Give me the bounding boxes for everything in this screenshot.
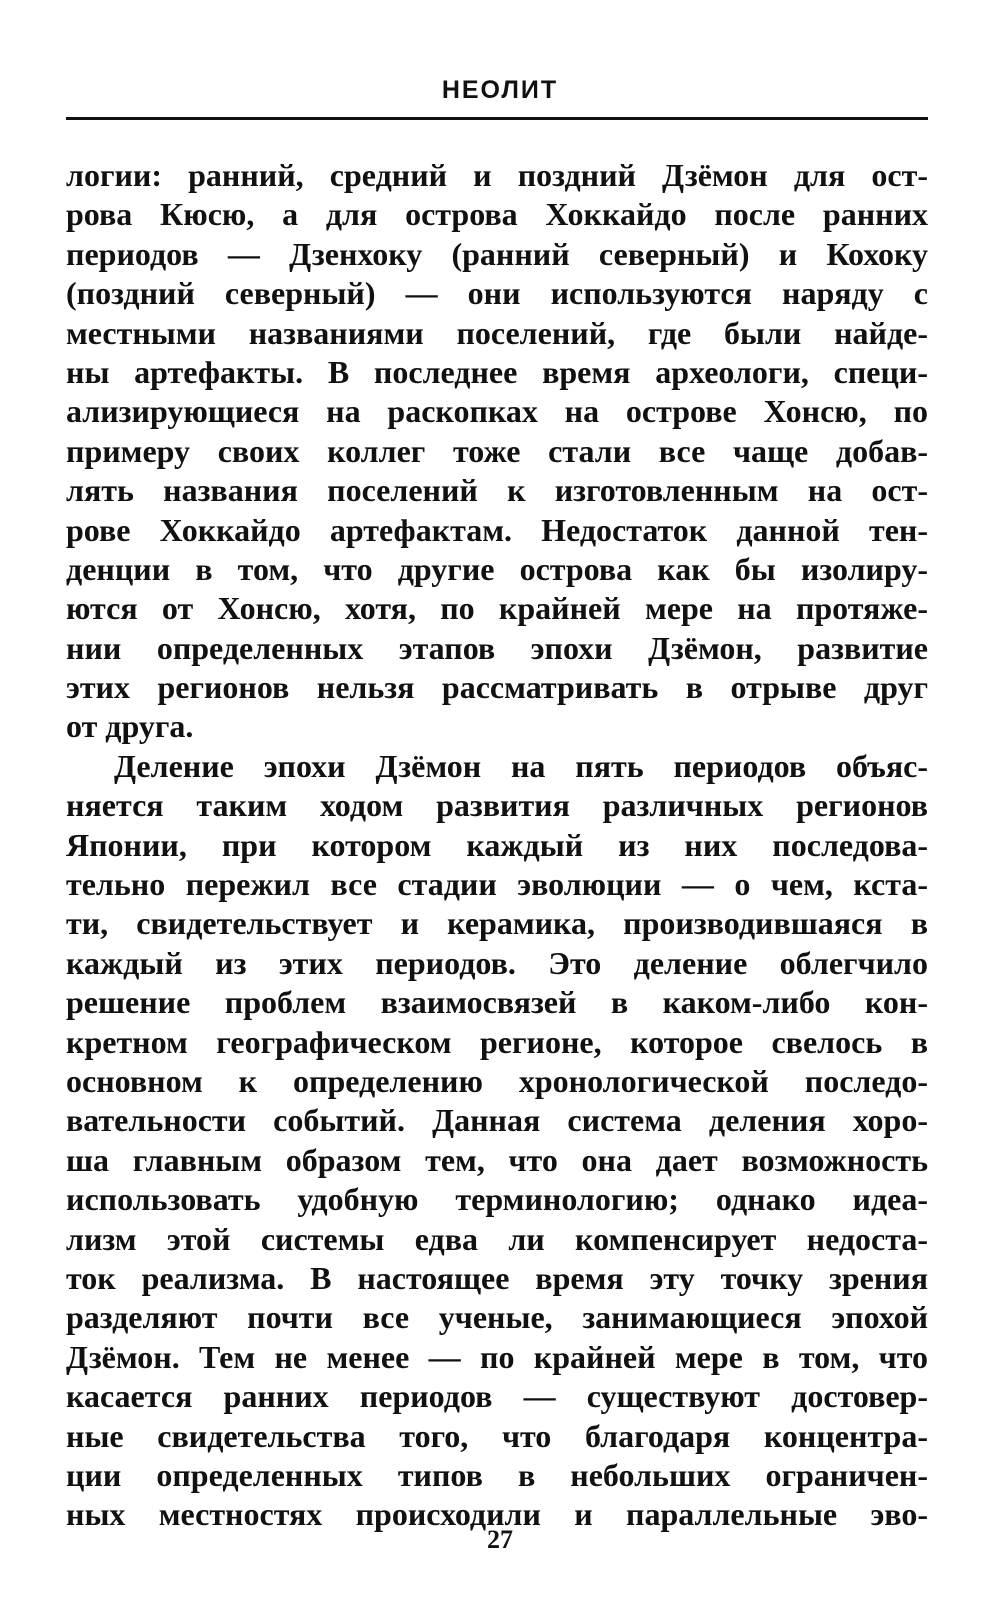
- text-line: няется таким ходом развития различных регионов: [66, 787, 928, 824]
- text-line: ются от Хонсю, хотя, по крайней мере на протяже-: [66, 590, 928, 627]
- text-line: от друга.: [66, 708, 194, 745]
- text-line: (поздний северный) — они используются наряду с: [66, 275, 928, 312]
- text-line: кретном географическом регионе, которое свелось в: [66, 1023, 928, 1060]
- paragraph: [66, 747, 928, 1535]
- text-line: тельно пережил все стадии эволюции — о чем, кста-: [66, 866, 928, 903]
- text-line: основном к определению хронологической последо-: [66, 1062, 928, 1099]
- text-line: рова Кюсю, а для острова Хоккайдо после ранних: [66, 196, 928, 233]
- text-line: ток реализма. В настоящее время эту точку зрения: [66, 1259, 928, 1296]
- text-line: примеру своих коллег тоже стали все чаще добав-: [66, 432, 928, 469]
- page-number: 27: [487, 1525, 513, 1554]
- body-text: [66, 156, 928, 1535]
- text-line: логии: ранний, средний и поздний Дзёмон для ост-: [66, 157, 928, 193]
- text-line: решение проблем взаимосвязей в каком-либо кон-: [66, 984, 928, 1021]
- text-line: денции в том, что другие острова как бы изолиру-: [66, 550, 928, 587]
- running-head: НЕОЛИТ: [441, 76, 559, 104]
- text-line: касается ранних периодов — существуют достовер-: [66, 1378, 928, 1415]
- text-line: местными названиями поселений, где были найде-: [66, 314, 928, 351]
- text-line: этих регионов нельзя рассматривать в отрыве друг: [66, 669, 928, 706]
- text-line: Дзёмон. Тем не менее — по крайней мере в том, что: [66, 1338, 928, 1375]
- text-line: ша главным образом тем, что она дает возможность: [66, 1141, 928, 1178]
- text-line: лизм этой системы едва ли компенсирует недоста-: [66, 1220, 928, 1257]
- text-line: каждый из этих периодов. Это деление облегчило: [66, 944, 928, 981]
- text-line: ны артефакты. В последнее время археологи, специ-: [66, 353, 928, 390]
- text-line: ти, свидетельствует и керамика, производившаяся в: [66, 905, 928, 942]
- text-line: ализирующиеся на раскопках на острове Хонсю, по: [66, 393, 928, 430]
- text-line: вательности событий. Данная система деления хоро-: [66, 1102, 928, 1139]
- text-line: ции определенных типов в небольших ограничен-: [66, 1456, 928, 1493]
- text-line: разделяют почти все ученые, занимающиеся эпохой: [66, 1299, 928, 1336]
- header-rule: [66, 117, 928, 120]
- text-line: лять названия поселений к изготовленным на ост-: [66, 472, 928, 509]
- text-line: нии определенных этапов эпохи Дзёмон, развитие: [66, 629, 928, 666]
- text-line: рове Хоккайдо артефактам. Недостаток данной тен-: [66, 511, 928, 548]
- text-line: использовать удобную терминологию; однако идеа-: [66, 1181, 928, 1218]
- text-line: ные свидетельства того, что благодаря концентра-: [66, 1417, 928, 1454]
- text-line: Японии, при котором каждый из них последова-: [66, 826, 928, 863]
- text-line: ных местностях происходили и параллельные эво-: [66, 1496, 928, 1533]
- text-line: Деление эпохи Дзёмон на пять периодов объяс-: [114, 747, 928, 784]
- paragraph: [66, 156, 928, 747]
- text-line: периодов — Дзенхоку (ранний северный) и Кохоку: [66, 235, 928, 272]
